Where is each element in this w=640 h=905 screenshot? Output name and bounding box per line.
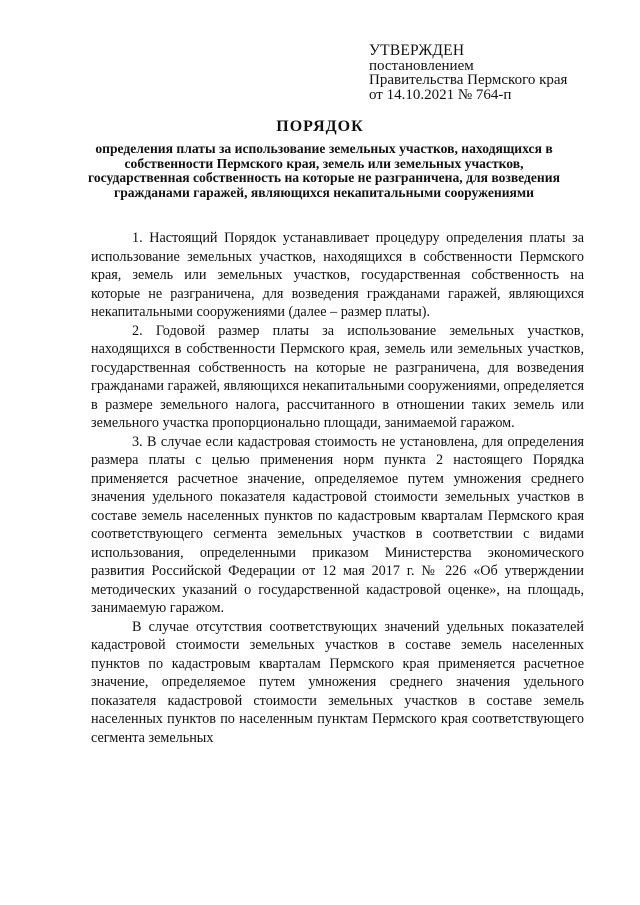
approval-line-1: постановлением <box>369 57 474 74</box>
approval-line-3: от 14.10.2021 № 764-п <box>369 86 512 103</box>
document-title: ПОРЯДОК <box>276 118 364 135</box>
paragraph-2: 2. Годовой размер платы за использование земельных участков, находящихся в собственности Пермского края, земель или земельных участков, государственная собственность на которые не разграничена, для возведения гражданами гаражей, являющихся некапитальными сооружениями, определяется в размере земельного налога, рассчитанного в отношении таких земель или земельного участка пропорционально площади, занимаемой гаражом. <box>91 322 584 431</box>
document-subtitle: определения платы за использование земельных участков, находящихся в собственности Пермского края, земель или земельных участков, государственная собственность на которые не разграничена, для возведения гражданами гаражей, являющихся некапитальными сооружениями <box>88 141 560 200</box>
approval-line-2: Правительства Пермского края <box>369 72 568 88</box>
paragraph-1: 1. Настоящий Порядок устанавливает процедуру определения платы за использование земельных участков, находящихся в собственности Пермского края, земель или земельных участков, государственная собственность на которые не разграничена, для возведения гражданами гаражей, являющихся некапитальными сооружениями (далее – размер платы). <box>91 230 584 320</box>
document-body <box>91 229 584 747</box>
approval-stamp <box>369 44 567 102</box>
paragraph-3: 3. В случае если кадастровая стоимость не установлена, для определения размера платы с целью применения норм пункта 2 настоящего Порядка применяется расчетное значение, определяемое путем умножения среднего значения удельного показателя кадастровой стоимости земельных участков в составе земель населенных пунктов по кадастровым кварталам Пермского края соответствующего сегмента земельных участков в соответствии с видами использования, определенными приказом Министерства экономического развития Российской Федерации от 12 мая 2017 г. № 226 «Об утверждении методических указаний о государственной кадастровой оценке», на площадь, занимаемую гаражом. <box>91 433 584 616</box>
paragraph-4: В случае отсутствия соответствующих значений удельных показателей кадастровой стоимости земельных участков в составе земель населенных пунктов по кадастровым кварталам Пермского края применяется расчетное значение, определяемое путем умножения среднего значения удельного показателя кадастровой стоимости земельных участков в составе земель населенных пунктов по населенным пунктам Пермского края соответствующего сегмента земельных <box>91 618 584 746</box>
approval-heading: УТВЕРЖДЕН <box>369 42 465 59</box>
